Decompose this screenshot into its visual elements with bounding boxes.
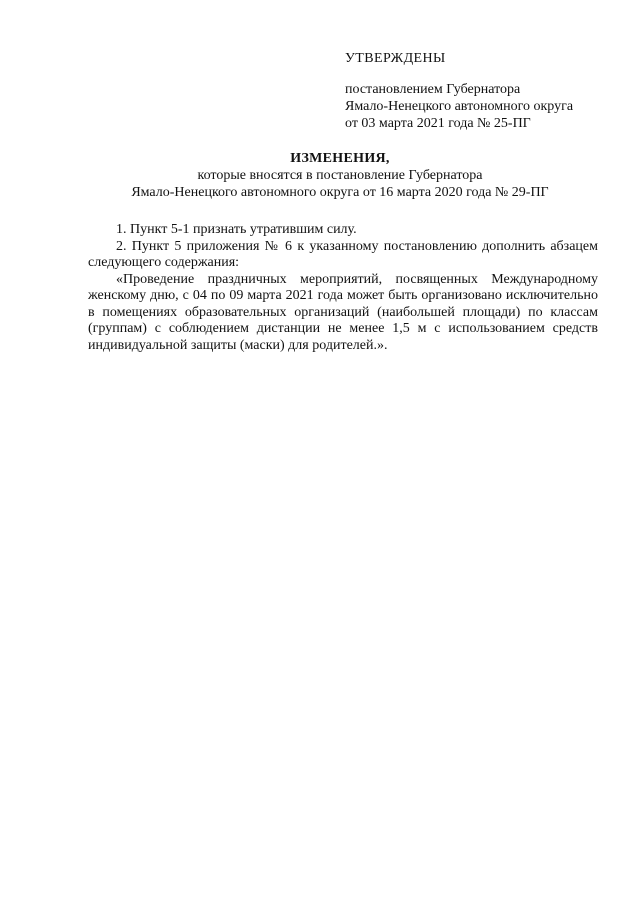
document-title: ИЗМЕНЕНИЯ, <box>290 151 390 166</box>
approval-line: Ямало-Ненецкого автономного округа <box>345 99 574 114</box>
document-subtitle-line: которые вносятся в постановление Губернатора <box>197 168 483 183</box>
approval-stamp <box>345 50 615 132</box>
approved-heading: УТВЕРЖДЕНЫ <box>345 51 446 66</box>
body-paragraph-quote: «Проведение праздничных мероприятий, посвященных Международному женскому дню, с 04 по 09 марта 2021 года может быть организовано исключительно в помещениях образовательных организаций (наибольшей площади) по классам (группам) с соблюдением дистанции не менее 1,5 м с использованием средств индивидуальной защиты (маски) для родителей.». <box>88 271 598 353</box>
body-paragraph-2: 2. Пункт 5 приложения № 6 к указанному постановлению дополнить абзацем следующего содержания: <box>88 238 598 270</box>
body-paragraph-1: 1. Пункт 5-1 признать утратившим силу. <box>116 222 357 237</box>
approval-line: постановлением Губернатора <box>345 82 521 97</box>
document-body <box>88 222 598 354</box>
document-heading <box>60 150 620 201</box>
document-subtitle-line: Ямало-Ненецкого автономного округа от 16 марта 2020 года № 29-ПГ <box>131 185 549 200</box>
approval-line: от 03 марта 2021 года № 25-ПГ <box>345 116 531 131</box>
